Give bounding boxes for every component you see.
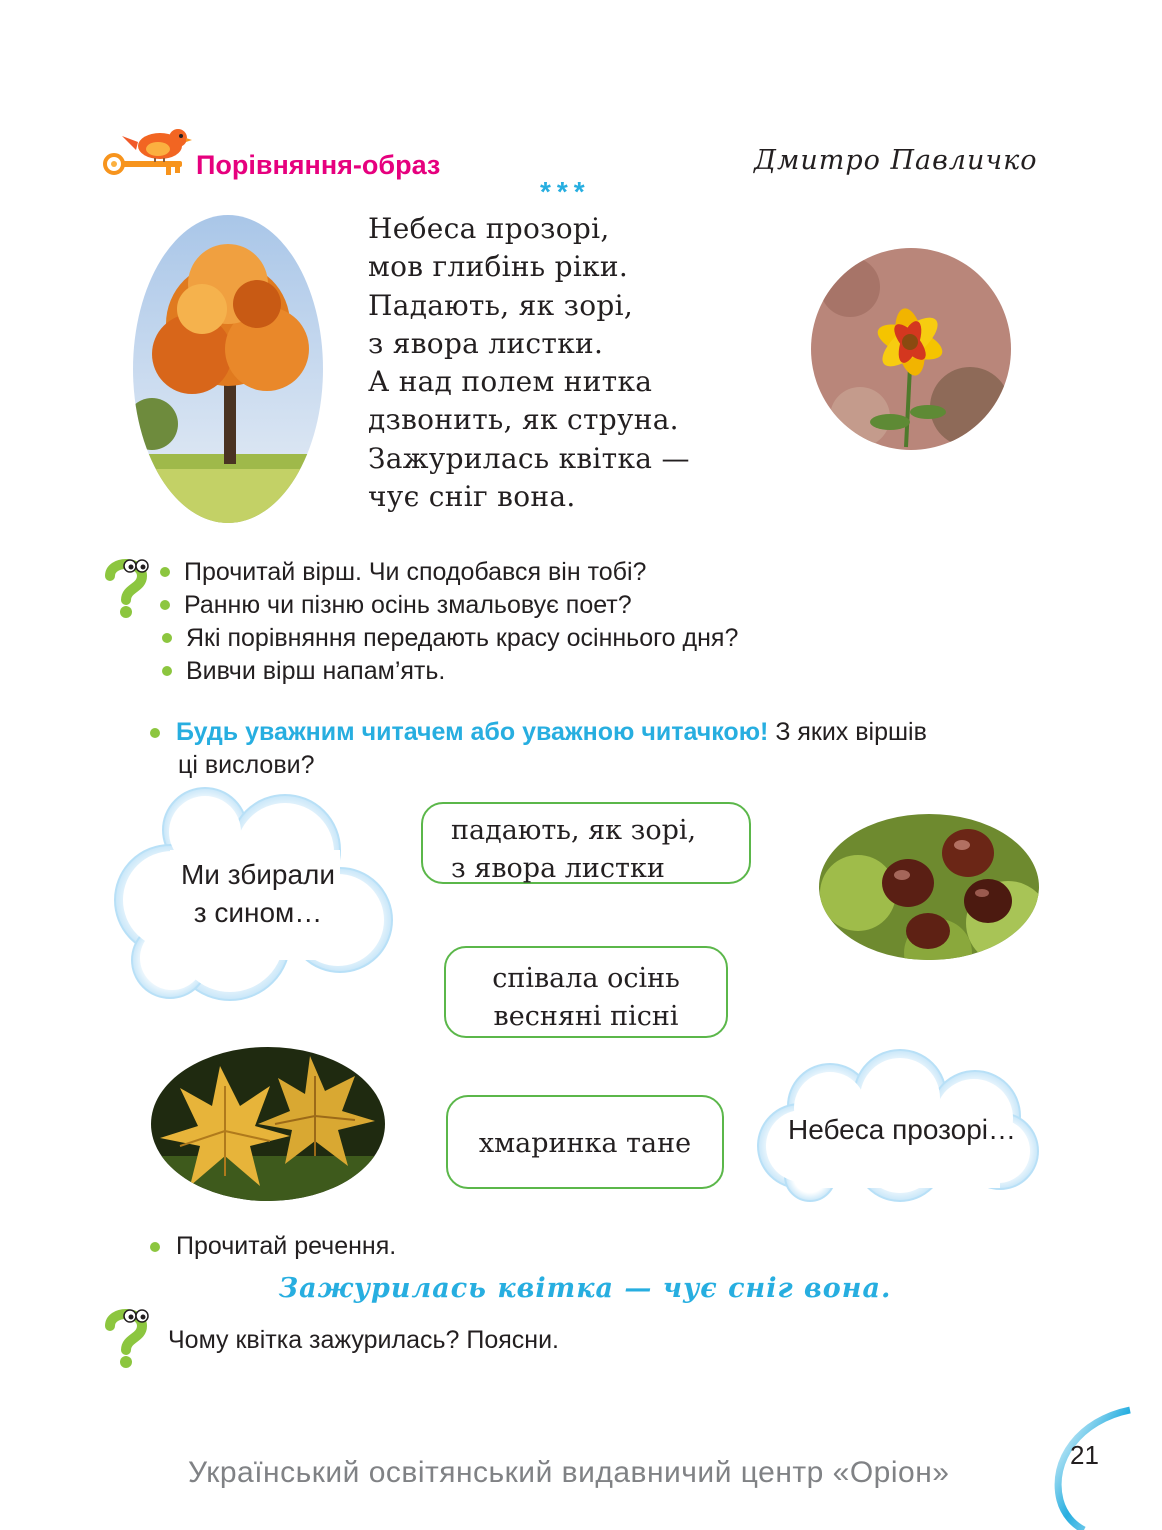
quote-line: весняні пісні <box>493 1001 679 1032</box>
cloud-left-line: з сином… <box>193 897 323 928</box>
key-bird-icon <box>100 122 192 184</box>
quote-box <box>421 802 751 884</box>
poem-line: Падають, як зорі, <box>368 288 634 322</box>
cloud-left-line: Ми збирали <box>180 859 336 890</box>
attentive-reader-task <box>150 716 1060 782</box>
poem-author: Дмитро Павличко <box>754 145 1038 176</box>
quote-box <box>444 946 728 1038</box>
question-mark-icon <box>100 556 152 620</box>
quote-line: падають, як зорі, <box>451 815 697 846</box>
marigold-flower-image <box>810 247 1012 451</box>
poem-line: А над полем нитка <box>368 365 653 399</box>
why-question: Чому квітка зажурилась? Поясни. <box>168 1326 559 1354</box>
publisher-footer: Український освітянський видавничий центр «Оріон» <box>188 1456 950 1489</box>
task-highlight: Будь уважним читачем або уважною читачкою! <box>176 718 769 746</box>
poem-line: дзвонить, як струна. <box>368 403 679 437</box>
task-text: З яких віршів <box>768 718 927 746</box>
poem <box>368 210 690 516</box>
list-item: Вивчи вірш напам’ять. <box>160 655 738 688</box>
poem-line: чує сніг вона. <box>368 480 576 514</box>
cloud-right-text: Небеса прозорі… <box>787 1114 1016 1145</box>
page-number: 21 <box>1070 1440 1099 1470</box>
quote-line: з явора листки <box>451 853 665 884</box>
question-mark-icon <box>100 1306 152 1370</box>
poem-line: мов глибінь ріки. <box>368 250 629 284</box>
quote-box <box>446 1095 724 1189</box>
list-item: Які порівняння передають красу осіннього дня? <box>160 622 738 655</box>
bullet-icon <box>150 728 160 738</box>
poem-line: Небеса прозорі, <box>368 212 610 245</box>
list-item: Прочитай вірш. Чи сподобався він тобі? <box>158 556 738 589</box>
chestnuts-image <box>818 813 1040 961</box>
bullet-icon <box>150 1242 160 1252</box>
list-item: Ранню чи пізню осінь змальовує поет? <box>158 589 738 622</box>
question-list <box>158 556 738 688</box>
poem-line: з явора листки. <box>368 326 604 360</box>
read-sentence-task <box>150 1232 396 1261</box>
quote-line: хмаринка тане <box>478 1128 692 1159</box>
topic-title: Порівняння-образ <box>196 150 441 180</box>
read-sentence-text: Прочитай речення. <box>176 1232 397 1260</box>
page-corner-arc <box>1040 1400 1162 1530</box>
cloud-left-text <box>160 856 356 932</box>
poem-line: Зажурилась квітка — <box>368 441 690 475</box>
quote-line: співала осінь <box>492 963 680 994</box>
autumn-tree-image <box>132 214 324 524</box>
maple-leaves-image <box>150 1046 386 1202</box>
example-sentence: Зажурилась квітка — чує сніг вона. <box>278 1273 892 1304</box>
poem-asterisks: *** <box>540 176 591 207</box>
task-text-continued: ці вислови? <box>178 751 315 779</box>
